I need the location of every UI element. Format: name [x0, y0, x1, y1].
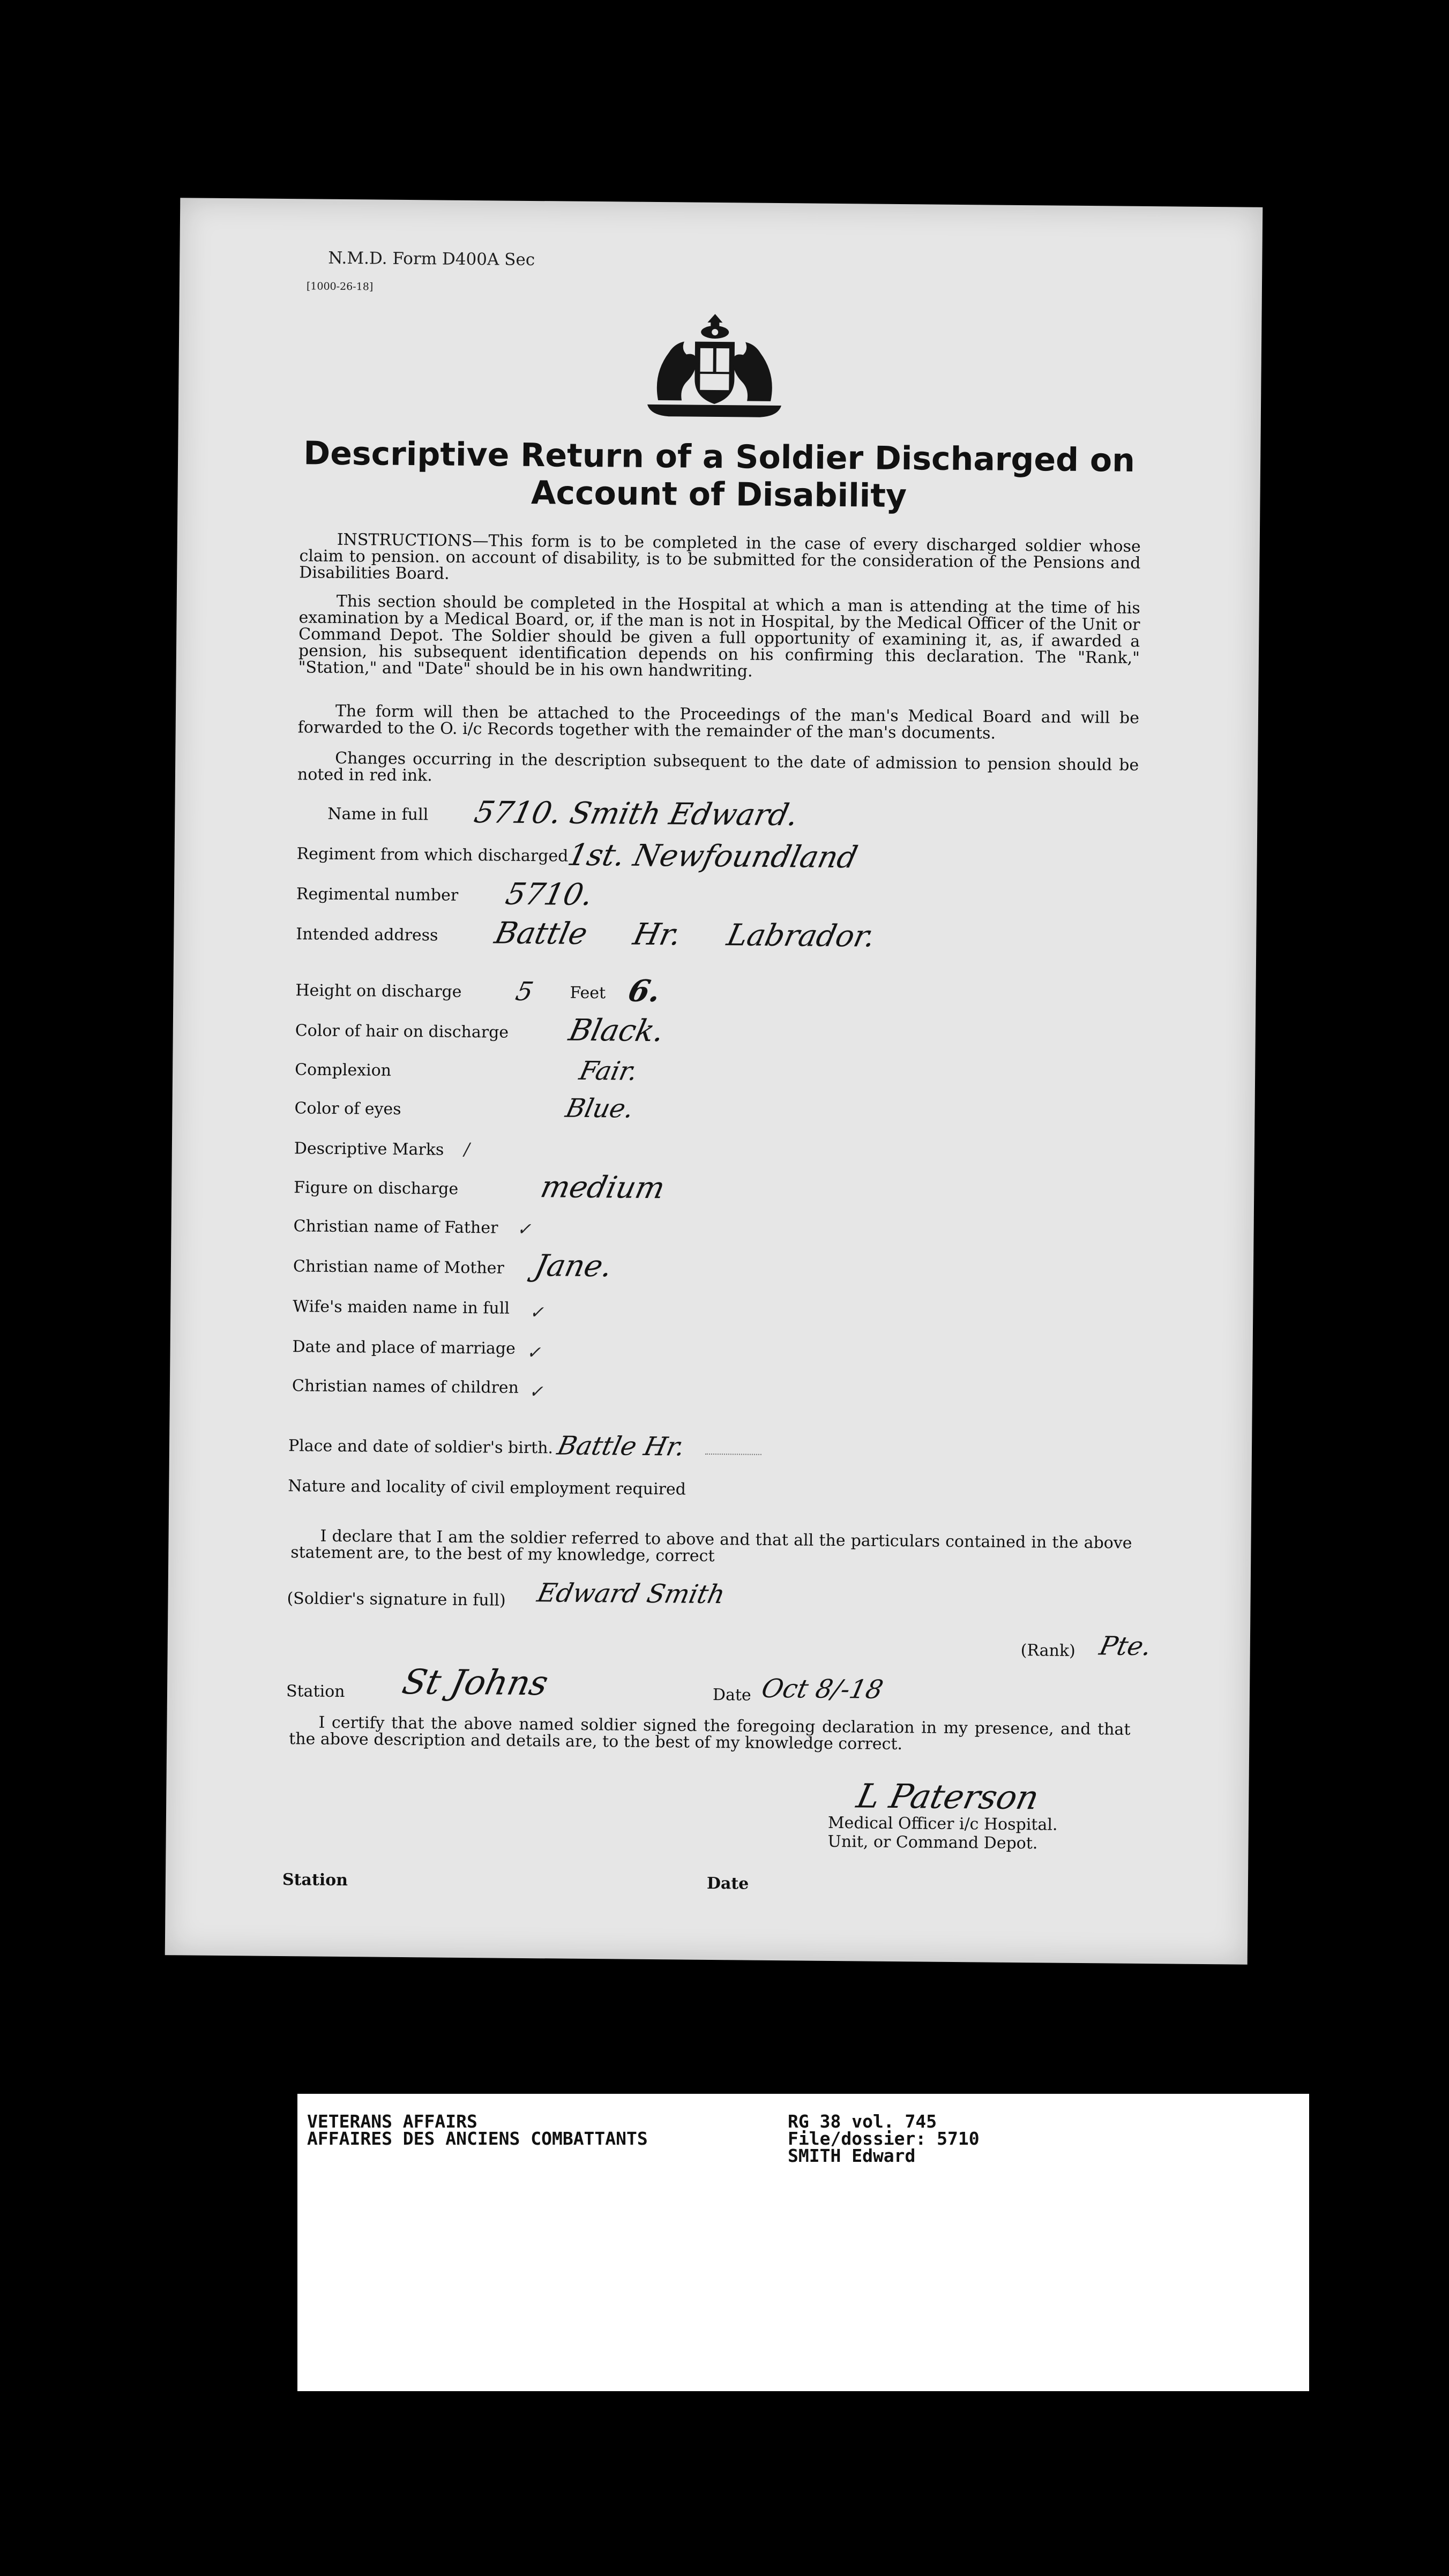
certification-text: I certify that the above named soldier signed the foregoing declaration in my presence, and that the above description and details are, to the best of my knowledge correct. — [289, 1713, 1131, 1754]
station-value: St Johns — [398, 1663, 552, 1704]
royal-coat-of-arms-icon — [637, 309, 793, 423]
instructions-paragraph: This section should be completed in the Hospital at which a man is attending at the time of his examination by a Medical Board, or, if the man is not in Hospital, by the Medical Officer of the Unit or Command Depot. The Soldier should be given a full opportunity of examining it, as, if awarded a pension, his subsequent identification depends on his confirming this declaration. The "Rank," "Station," and "Date" should be in his own handwriting. — [298, 591, 1140, 681]
date2-label: Date — [706, 1874, 749, 1893]
station2-label: Station — [282, 1870, 348, 1890]
regiment-value: 1st. Newfoundland — [564, 837, 861, 875]
complexion-value: Fair. — [576, 1055, 641, 1087]
height-feet-value: 5 — [513, 976, 536, 1007]
instructions-paragraph: Changes occurring in the description subsequent to the date of admission to pension should be noted in red ink. — [297, 748, 1139, 785]
children-label: Christian names of children — [292, 1376, 519, 1397]
height-feet-label: Feet — [570, 983, 606, 1003]
regimental-number-value: 5710. — [502, 877, 596, 912]
instructions-paragraph: The form will then be attached to the Proceedings of the man's Medical Board and will be forwarded to the O. i/c Records together with the remainder of the man's documents. — [297, 701, 1140, 743]
height-label: Height on discharge — [295, 981, 462, 1001]
form-number: N.M.D. Form D400A Sec — [328, 248, 535, 270]
card-agency-fr: AFFAIRES DES ANCIENS COMBATTANTS — [307, 2128, 648, 2149]
figure-label: Figure on discharge — [294, 1178, 459, 1199]
form-title: Descriptive Return of a Soldier Discharged on Account of Disability — [303, 435, 1136, 515]
officer-title-line1: Medical Officer i/c Hospital. — [827, 1813, 1058, 1834]
card-record-group: RG 38 vol. 745 — [788, 2111, 937, 2132]
card-agency-en: VETERANS AFFAIRS — [307, 2111, 477, 2132]
marks-value: / — [464, 1139, 470, 1160]
employment-label: Nature and locality of civil employment required — [288, 1477, 686, 1499]
soldier-signature: Edward Smith — [534, 1578, 728, 1610]
officer-title-line2: Unit, or Command Depot. — [827, 1832, 1038, 1853]
father-label: Christian name of Father — [293, 1217, 498, 1238]
regimental-number-label: Regimental number — [296, 885, 459, 905]
soldier-signature-label: (Soldier's signature in full) — [287, 1589, 506, 1610]
card-file-number: File/dossier: 5710 — [788, 2128, 980, 2149]
marriage-label: Date and place of marriage — [292, 1337, 516, 1358]
station-label: Station — [286, 1682, 345, 1702]
name-value: 5710. Smith Edward. — [471, 795, 802, 833]
regiment-label: Regiment from which discharged — [296, 844, 569, 866]
birth-value: Battle Hr. — [554, 1431, 688, 1462]
children-value: ✓ — [528, 1381, 543, 1402]
mother-value: Jane. — [531, 1248, 616, 1284]
mother-label: Christian name of Mother — [293, 1257, 504, 1278]
date-value: Oct 8/-18 — [758, 1673, 886, 1705]
declaration-text: I declare that I am the soldier referred to above and that all the particulars contained in the above statement are, to the best of my knowledge, correct — [290, 1526, 1132, 1566]
birth-label: Place and date of soldier's birth. — [288, 1436, 554, 1458]
address-label: Intended address — [296, 925, 438, 945]
eyes-value: Blue. — [563, 1093, 637, 1124]
height-inches-value: 6. — [625, 973, 664, 1009]
wife-value: ✓ — [529, 1302, 544, 1323]
marriage-value: ✓ — [526, 1342, 541, 1363]
officer-signature: L Paterson — [853, 1776, 1043, 1817]
form-code: [1000-26-18] — [306, 280, 374, 293]
hair-label: Color of hair on discharge — [295, 1021, 509, 1042]
wife-label: Wife's maiden name in full — [293, 1297, 510, 1318]
hair-value: Black. — [565, 1013, 668, 1049]
birth-dotted-line — [705, 1454, 761, 1455]
card-soldier-name: SMITH Edward — [788, 2145, 916, 2166]
rank-label: (Rank) — [1020, 1641, 1075, 1660]
archive-reference-card — [297, 2094, 1309, 2391]
figure-value: medium — [537, 1170, 668, 1206]
name-label: Name in full — [327, 804, 429, 825]
address-value: Battle Hr. Labrador. — [491, 916, 879, 954]
form-page — [165, 198, 1263, 1965]
instructions-paragraph: INSTRUCTIONS—This form is to be completed in the case of every discharged soldier whose claim to pension. on account of disability, is to be submitted for the consideration of the Pensions and Disabilities Board. — [299, 530, 1141, 583]
date-label: Date — [712, 1686, 751, 1705]
complexion-label: Complexion — [295, 1060, 392, 1080]
rank-value: Pte. — [1096, 1631, 1155, 1662]
father-value: ✓ — [517, 1218, 532, 1240]
eyes-label: Color of eyes — [294, 1099, 401, 1119]
marks-label: Descriptive Marks — [294, 1139, 444, 1159]
